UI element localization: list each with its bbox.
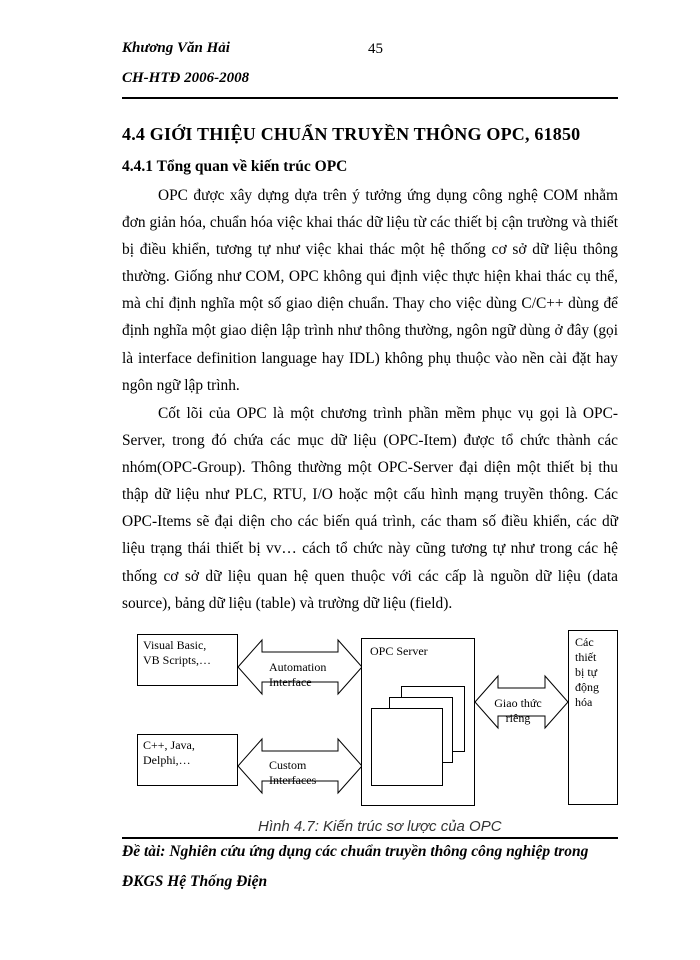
protocol-label-line1: Giao thức bbox=[494, 696, 542, 710]
automation-devices-box bbox=[568, 630, 618, 805]
client-box-compiled-line2: Delphi,… bbox=[143, 753, 191, 767]
custom-arrow-label bbox=[269, 758, 316, 788]
devices-line-3: bị tự bbox=[575, 665, 598, 679]
section-subheading: 4.4.1 Tổng quan về kiến trúc OPC bbox=[122, 158, 348, 175]
automation-label-line1: Automation bbox=[269, 660, 327, 674]
protocol-label-line2: riêng bbox=[505, 711, 531, 725]
paragraph-1-text: OPC được xây dựng dựa trên ý tưởng ứng dụng công nghệ COM nhằm đơn giản hóa, chuẩn hóa việc khai thác dữ liệu từ các thiết bị cận trường và thiết bị điều khiển, tương tự như việc khai thác một hệ thống cơ sở dữ liệu thông thường. Giống như COM, OPC không qui định việc thực hiện khai thác cụ thể, mà chỉ định nghĩa một số giao diện chuẩn. Thay cho việc dùng C/C++ dùng để định nghĩa một giao diện lập trình như thông thường, ngôn ngữ dùng ở đây (gọi là interface definition language hay IDL) không phụ thuộc vào nền cài đặt hay ngôn ngữ lập trình. bbox=[122, 187, 618, 394]
devices-line-2: thiết bbox=[575, 650, 597, 664]
devices-line-5: hóa bbox=[575, 695, 593, 709]
footer-rule bbox=[122, 837, 618, 839]
header-author: Khương Văn Hải bbox=[122, 40, 230, 56]
custom-label-line2: Interfaces bbox=[269, 773, 317, 787]
figure-caption: Hình 4.7: Kiến trúc sơ lược của OPC bbox=[258, 818, 502, 835]
client-box-compiled bbox=[137, 734, 238, 786]
section-heading: 4.4 GIỚI THIỆU CHUẨN TRUYỀN THÔNG OPC, 61850 bbox=[122, 124, 581, 144]
client-box-scripting bbox=[137, 634, 238, 686]
header-program: CH-HTĐ 2006-2008 bbox=[122, 70, 250, 86]
footer-line-2: ĐKGS Hệ Thống Điện bbox=[122, 873, 268, 890]
automation-label-line2: Interface bbox=[269, 675, 312, 689]
automation-arrow-label bbox=[269, 660, 326, 690]
paragraph-2-text: Cốt lõi của OPC là một chương trình phần mềm phục vụ gọi là OPC-Server, trong đó chứa các mục dữ liệu (OPC-Item) được tổ chức thành các nhóm(OPC-Group). Thông thường một OPC-Server đại diện một thiết bị thu thập dữ liệu như PLC, RTU, I/O hoặc một cấu hình mạng truyền thông. Các OPC-Items sẽ đại diện cho các biến quá trình, các tham số điều khiển, các dữ liệu trạng thái thiết bị vv… cách tổ chức này cũng tương tự như trong các hệ thống cơ sở dữ liệu quan hệ quen thuộc với các cấp là nguồn dữ liệu (data source), bảng dữ liệu (table) và trường dữ liệu (field). bbox=[122, 405, 618, 612]
client-box-scripting-line2: VB Scripts,… bbox=[143, 653, 212, 667]
protocol-arrow-label bbox=[490, 696, 546, 726]
header-page-number: 45 bbox=[368, 41, 383, 57]
client-box-scripting-line1: Visual Basic, bbox=[143, 638, 207, 652]
devices-line-1: Các bbox=[575, 635, 594, 649]
custom-label-line1: Custom bbox=[269, 758, 307, 772]
devices-line-4: động bbox=[575, 680, 599, 694]
opc-server-label: OPC Server bbox=[370, 644, 428, 658]
client-box-compiled-line1: C++, Java, bbox=[143, 738, 195, 752]
footer-line-1: Đề tài: Nghiên cứu ứng dụng các chuẩn truyền thông công nghiệp trong bbox=[122, 843, 589, 860]
opc-group-box-front bbox=[371, 708, 443, 786]
